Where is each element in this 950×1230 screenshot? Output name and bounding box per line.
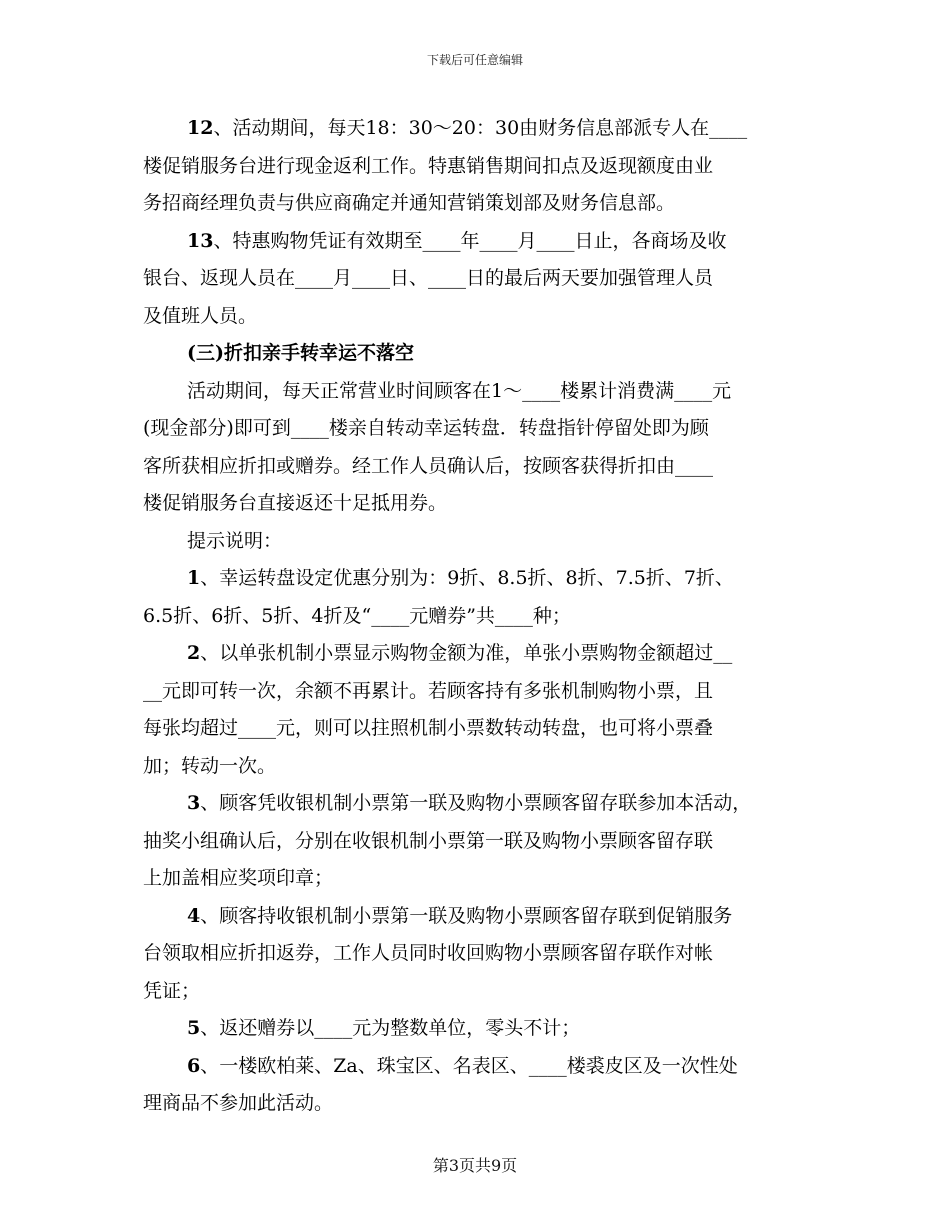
note-3-line-1: 3、顾客凭收银机制小票第一联及购物小票顾客留存联参加本活动， <box>187 792 752 814</box>
note-1-line-1: 1、幸运转盘设定优惠分别为：9折、8.5折、8折、7.5折、7折、 <box>187 567 734 589</box>
note-2-number: 2 <box>187 642 201 664</box>
section-heading: (三)折扣亲手转幸运不落空 <box>187 342 414 364</box>
intro-line-1: 活动期间，每天正常营业时间顾客在1～____楼累计消费满____元 <box>187 379 732 402</box>
intro-line-2: (现金部分)即可到____楼亲自转动幸运转盘．转盘指针停留处即为顾 <box>143 417 709 439</box>
note-2-line-2: __元即可转一次，余额不再累计。若顾客持有多张机制购物小票，且 <box>143 679 714 702</box>
intro-line-4: 楼促销服务台直接返还十足抵用券。 <box>143 492 448 514</box>
note-6-number: 6 <box>187 1054 201 1077</box>
page-header: 下载后可任意编辑 <box>426 53 523 67</box>
note-4-line-3: 凭证； <box>143 979 201 1002</box>
note-5-line-1: 5、返还赠券以____元为整数单位，零头不计； <box>187 1017 581 1039</box>
item-13-line-3: 及值班人员。 <box>143 304 258 327</box>
note-6-line-1: 6、一楼欧柏莱、Za、珠宝区、名表区、____楼裘皮区及一次性处 <box>187 1054 738 1077</box>
item-12-line-3: 务招商经理负责与供应商确定并通知营销策划部及财务信息部。 <box>143 192 676 214</box>
note-1-line-2: 6.5折、6折、5折、4折及“____元赠券”共____种； <box>143 604 571 627</box>
item-13-line-1: 13、特惠购物凭证有效期至____年____月____日止，各商场及收 <box>187 229 727 252</box>
note-1-number: 1 <box>187 567 201 589</box>
item-13-line-2: 银台、返现人员在____月____日、____日的最后两天要加强管理人员 <box>143 267 714 289</box>
note-3-line-3: 上加盖相应奖项印章； <box>143 867 334 889</box>
item-12-number: 12 <box>187 117 214 139</box>
item-12-line-1: 12、活动期间，每天18：30～20：30由财务信息部派专人在____ <box>187 117 748 139</box>
intro-line-3: 客所获相应折扣或赠券。经工作人员确认后，按顾客获得折扣由____ <box>143 454 714 477</box>
note-2-line-3: 每张均超过____元，则可以拄照机制小票数转动转盘，也可将小票叠 <box>143 717 714 739</box>
item-12-line-2: 楼促销服务台进行现金返利工作。特惠销售期间扣点及返现额度由业 <box>143 154 714 177</box>
note-2-line-4: 加；转动一次。 <box>143 754 277 777</box>
note-4-line-2: 台领取相应折扣返券，工作人员同时收回购物小票顾客留存联作对帐 <box>143 942 714 964</box>
item-13-number: 13 <box>187 229 214 252</box>
note-5-number: 5 <box>187 1017 201 1039</box>
note-4-number: 4 <box>187 904 201 927</box>
note-6-line-2: 理商品不参加此活动。 <box>143 1092 334 1114</box>
note-2-line-1: 2、以单张机制小票显示购物金额为准，单张小票购物金额超过__ <box>187 642 733 664</box>
notes-heading: 提示说明： <box>187 529 283 552</box>
document-body <box>143 110 811 1123</box>
page-footer: 第3页共9页 <box>432 1156 518 1175</box>
note-3-number: 3 <box>187 792 201 814</box>
note-4-line-1: 4、顾客持收银机制小票第一联及购物小票顾客留存联到促销服务 <box>187 904 733 927</box>
note-3-line-2: 抽奖小组确认后，分别在收银机制小票第一联及购物小票顾客留存联 <box>143 829 714 852</box>
